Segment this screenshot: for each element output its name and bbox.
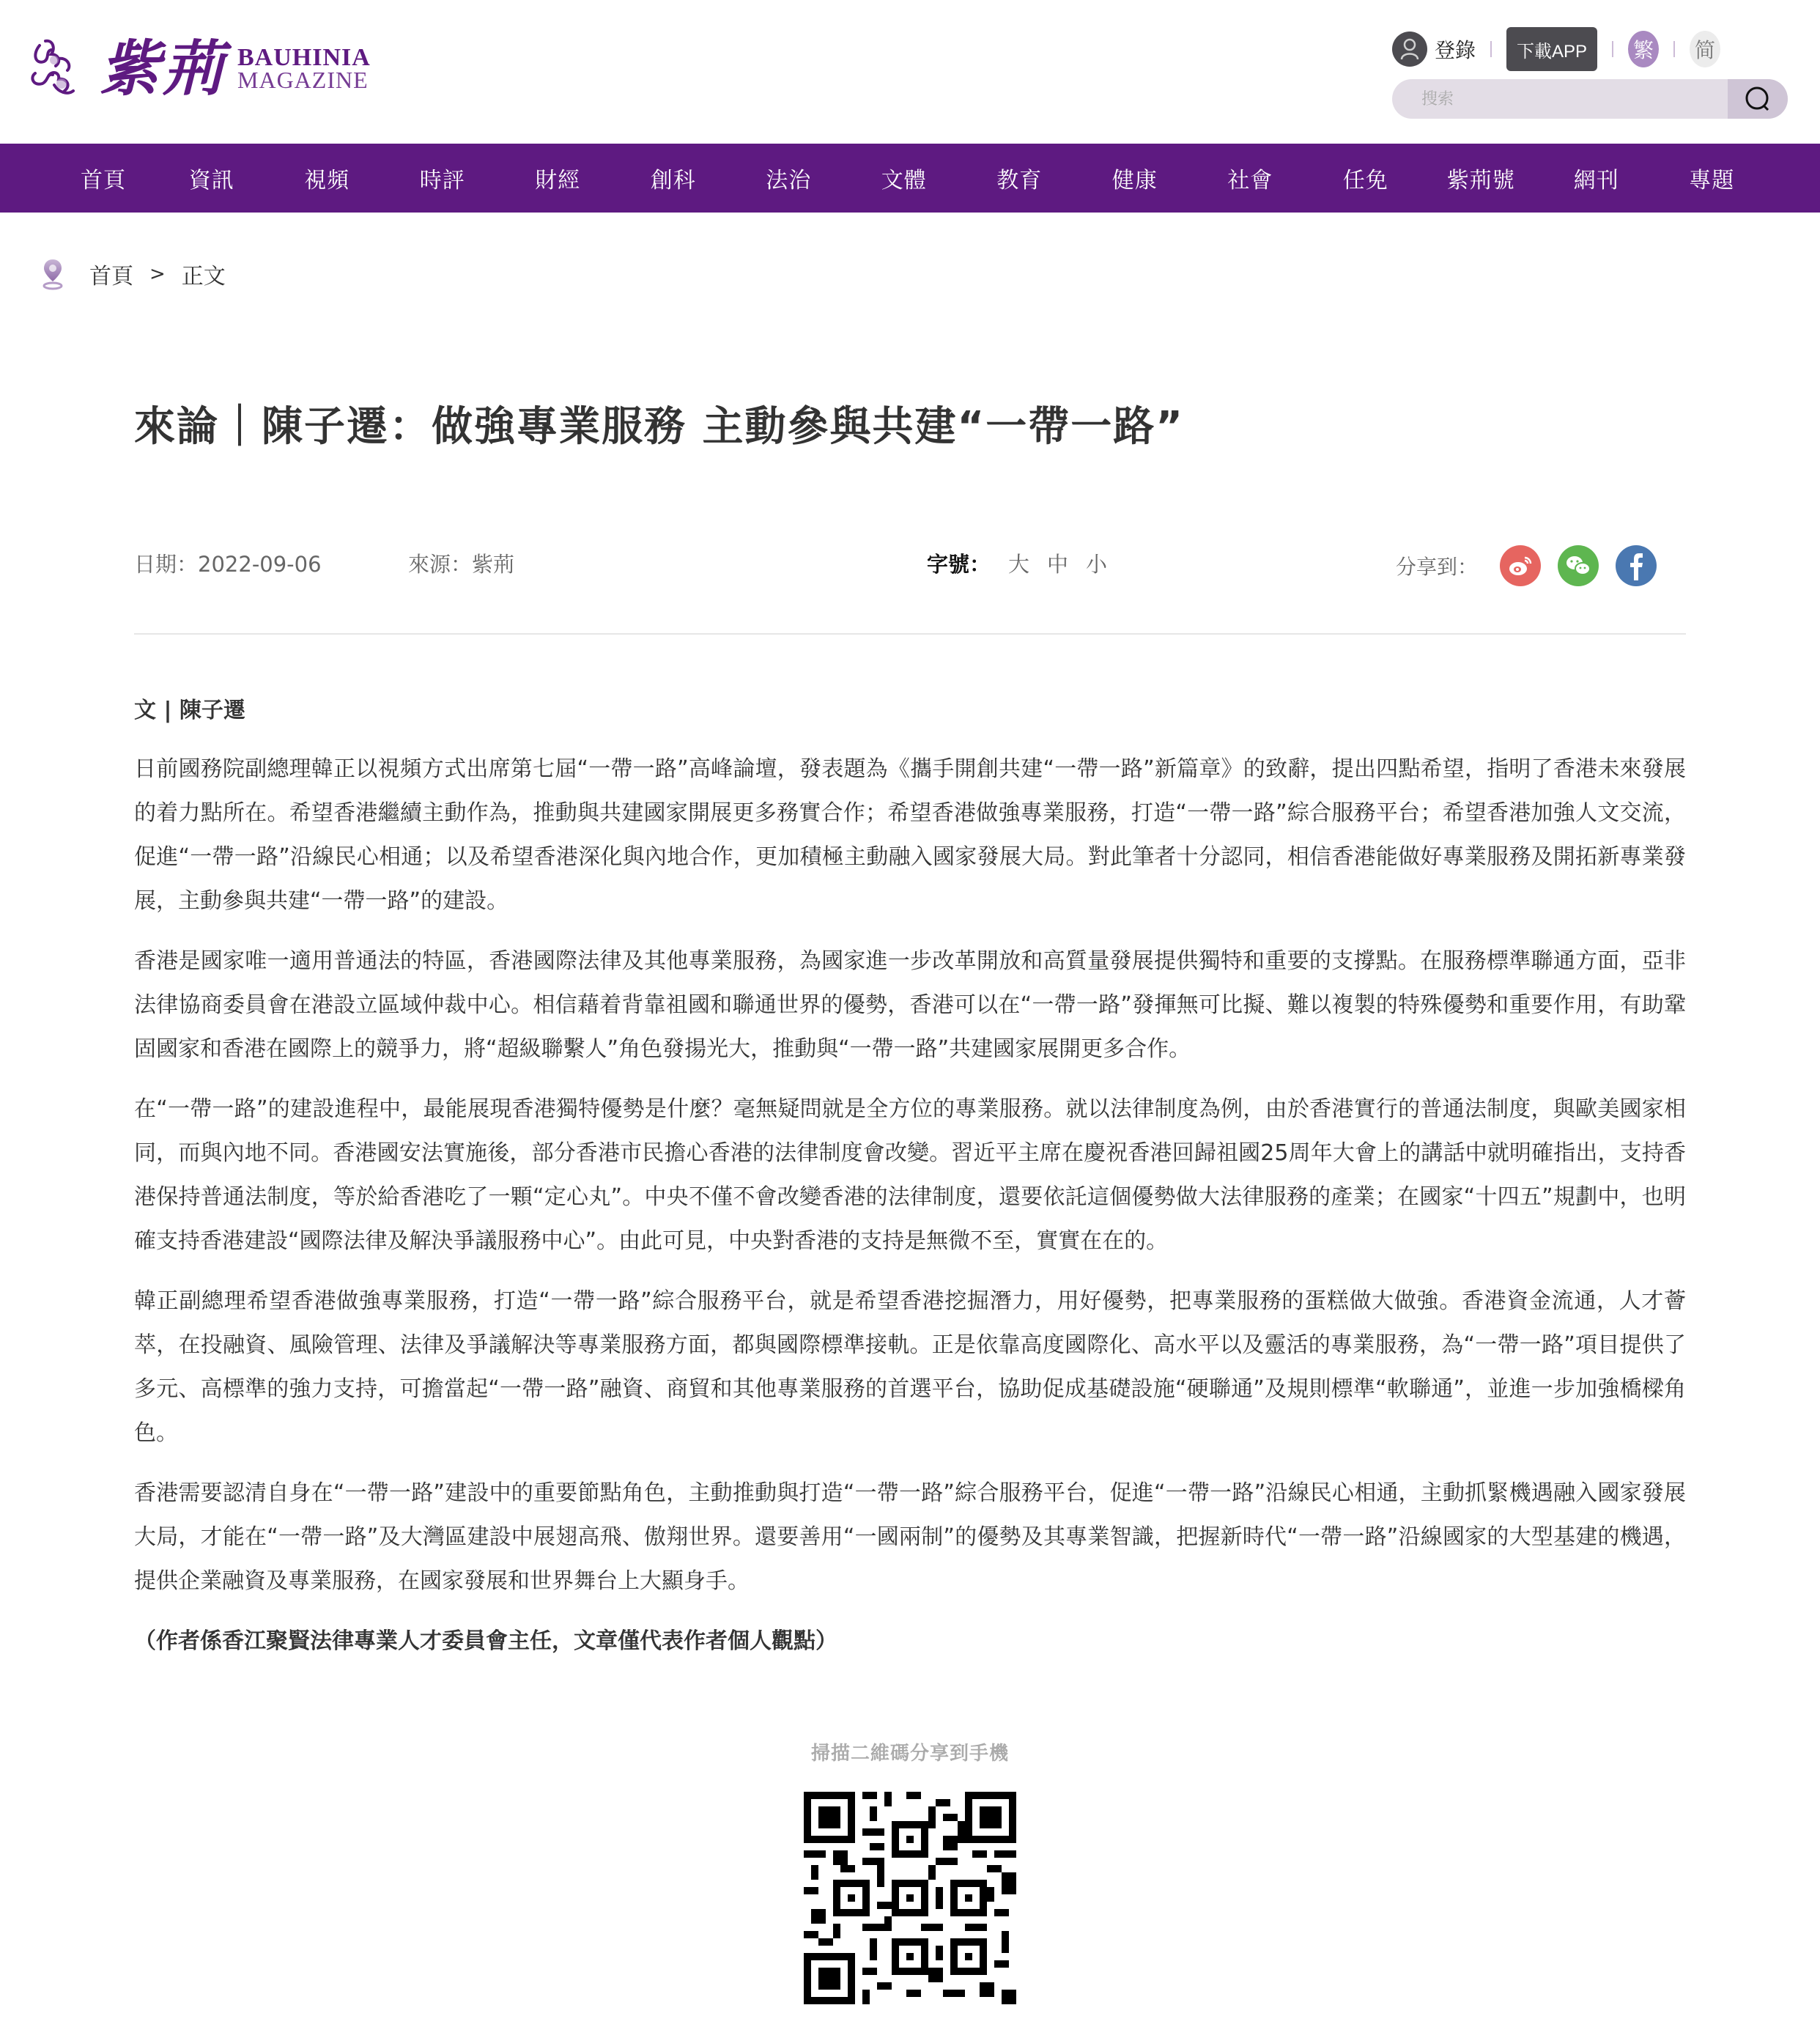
- nav-item-education[interactable]: 教育: [996, 168, 1043, 193]
- date-label: 日期：: [134, 552, 199, 577]
- divider: [1490, 41, 1492, 57]
- header-utilities: [1392, 28, 1788, 119]
- traditional-chinese-toggle[interactable]: 繁: [1628, 31, 1659, 67]
- main-navigation: [0, 144, 1820, 213]
- wechat-icon: [1565, 554, 1591, 577]
- qr-code-icon: [804, 1792, 1016, 2004]
- nav-item-society[interactable]: 社會: [1227, 168, 1273, 193]
- nav-item-health[interactable]: 健康: [1111, 168, 1158, 193]
- breadcrumb-separator: >: [149, 263, 166, 285]
- logo-en-line2: MAGAZINE: [237, 67, 369, 93]
- article-paragraph: 韓正副總理希望香港做強專業服務，打造“一帶一路”綜合服務平台，就是希望香港挖掘潛力，用好優勢，把專業服務的蛋糕做大做強。香港資金流通，人才薈萃，在投融資、風險管理、法律及爭議解決等專業服務方面，都與國際標準接軌。正是依靠高度國際化、高水平以及靈活的專業服務，為“一帶一路”項目提供了多元、高標準的強力支持，可擔當起“一帶一路”融資、商貿和其他專業服務的首選平台，協助促成基礎設施“硬聯通”及規則標準“軟聯通”，並進一步加強橋樑角色。: [134, 1288, 1686, 1446]
- divider: [1612, 41, 1613, 57]
- article-body: [134, 689, 1686, 1664]
- wechat-share-button[interactable]: [1558, 545, 1599, 586]
- simplified-chinese-toggle[interactable]: 简: [1690, 31, 1720, 67]
- article-paragraph: 在“一帶一路”的建設進程中，最能展現香港獨特優勢是什麼？毫無疑問就是全方位的專業服務。就以法律制度為例，由於香港實行的普通法制度，與歐美國家相同，而與內地不同。香港國安法實施後，部分香港市民擔心香港的法律制度會改變。習近平主席在慶祝香港回歸祖國25周年大會上的講話中就明確指出，支持香港保持普通法制度，等於給香港吃了一顆“定心丸”。中央不僅不會改變香港的法律制度，還要依託這個優勢做大法律服務的產業；在國家“十四五”規劃中，也明確支持香港建設“國際法律及解決爭議服務中心”。由此可見，中央對香港的支持是無微不至，實實在在的。: [134, 1096, 1686, 1254]
- font-size-label: 字號：: [927, 552, 991, 577]
- source-label: 來源：: [408, 552, 473, 577]
- share-label: 分享到：: [1396, 555, 1479, 579]
- divider: [1673, 41, 1675, 57]
- article-paragraph: 日前國務院副總理韓正以視頻方式出席第七屆“一帶一路”高峰論壇，發表題為《攜手開創共建“一帶一路”新篇章》的致辭，提出四點希望，指明了香港未來發展的着力點所在。希望香港繼續主動作為，推動與共建國家開展更多務實合作；希望香港做強專業服務，打造“一帶一路”綜合服務平台；希望香港加強人文交流，促進“一帶一路”沿線民心相通；以及希望香港深化與內地合作，更加積極主動融入國家發展大局。對此筆者十分認同，相信香港能做好專業服務及開拓新專業發展，主動參與共建“一帶一路”的建設。: [134, 756, 1686, 914]
- search-input[interactable]: [1392, 79, 1728, 119]
- nav-item-culture-sports[interactable]: 文體: [881, 168, 927, 193]
- nav-item-video[interactable]: 視頻: [304, 168, 350, 193]
- nav-item-e-magazine[interactable]: 網刊: [1573, 168, 1619, 193]
- nav-item-special-topics[interactable]: 專題: [1689, 168, 1735, 193]
- article-divider: [134, 633, 1686, 635]
- qr-share-section: [0, 1738, 1820, 2004]
- breadcrumb-home-link[interactable]: 首頁: [89, 264, 133, 289]
- nav-item-appointments[interactable]: 任免: [1342, 168, 1388, 193]
- article-meta: [134, 545, 1686, 580]
- nav-item-finance[interactable]: 財經: [535, 168, 581, 193]
- login-link[interactable]: 登錄: [1435, 38, 1476, 62]
- location-pin-icon: [41, 258, 64, 290]
- weibo-share-button[interactable]: [1500, 545, 1541, 586]
- article-paragraph: 香港需要認清自身在“一帶一路”建設中的重要節點角色，主動推動與打造“一帶一路”綜合服務平台，促進“一帶一路”沿線民心相通，主動抓緊機遇融入國家發展大局，才能在“一帶一路”及大灣區建設中展翅高飛、傲翔世界。還要善用“一國兩制”的優勢及其專業智識，把握新時代“一帶一路”沿線國家的大型基建的機遇，提供企業融資及專業服務，在國家發展和世界舞台上大顯身手。: [134, 1480, 1686, 1594]
- article-title: 來論｜陳子遷：做強專業服務 主動參與共建“一帶一路”: [134, 403, 1185, 451]
- qr-label: 掃描二維碼分享到手機: [810, 1743, 1009, 1765]
- logo-chinese-text: 紫荊: [100, 34, 226, 104]
- nav-item-bauhinia-account[interactable]: 紫荊號: [1446, 168, 1515, 193]
- breadcrumb-current: 正文: [181, 264, 226, 289]
- source-value: 紫荊: [472, 552, 515, 577]
- font-size-large[interactable]: 大: [1008, 552, 1030, 577]
- article-paragraph: 香港是國家唯一適用普通法的特區，香港國際法律及其他專業服務，為國家進一步改革開放和高質量發展提供獨特和重要的支撐點。在服務標準聯通方面，亞非法律協商委員會在港設立區域仲裁中心。相信藉着背靠祖國和聯通世界的優勢，香港可以在“一帶一路”發揮無可比擬、難以複製的特殊優勢和重要作用，有助鞏固國家和香港在國際上的競爭力，將“超級聯繫人”角色發揚光大，推動與“一帶一路”共建國家展開更多合作。: [134, 948, 1686, 1062]
- logo-en-line1: BAUHINIA: [237, 44, 371, 71]
- font-size-medium[interactable]: 中: [1047, 552, 1069, 577]
- nav-item-home[interactable]: 首頁: [81, 168, 126, 193]
- site-header: [0, 0, 1820, 144]
- facebook-icon: [1628, 551, 1644, 580]
- weibo-icon: [1507, 555, 1534, 577]
- breadcrumb: [41, 258, 226, 290]
- user-icon[interactable]: [1392, 32, 1427, 67]
- date-value: 2022-09-06: [198, 552, 322, 577]
- nav-item-innovation[interactable]: 創科: [650, 168, 696, 193]
- logo-english-text: [237, 44, 371, 93]
- facebook-share-button[interactable]: [1616, 545, 1657, 586]
- search-bar: [1392, 79, 1788, 119]
- nav-item-news[interactable]: 資訊: [188, 168, 234, 193]
- nav-item-law[interactable]: 法治: [766, 168, 812, 193]
- share-bar: [1396, 545, 1673, 586]
- author-note: （作者係香江聚賢法律專業人才委員會主任，文章僅代表作者個人觀點）: [134, 1628, 837, 1654]
- font-size-control: [927, 548, 1116, 578]
- site-logo[interactable]: [29, 32, 371, 106]
- article-source: [408, 548, 514, 578]
- article-date: [134, 548, 322, 578]
- nav-item-commentary[interactable]: 時評: [419, 168, 465, 193]
- font-size-small[interactable]: 小: [1086, 552, 1108, 577]
- bauhinia-flower-icon: [29, 32, 95, 106]
- article-byline: 文 | 陳子遷: [134, 698, 245, 723]
- download-app-button[interactable]: 下載APP: [1506, 27, 1597, 71]
- search-icon: [1743, 84, 1772, 114]
- search-button[interactable]: [1728, 79, 1788, 119]
